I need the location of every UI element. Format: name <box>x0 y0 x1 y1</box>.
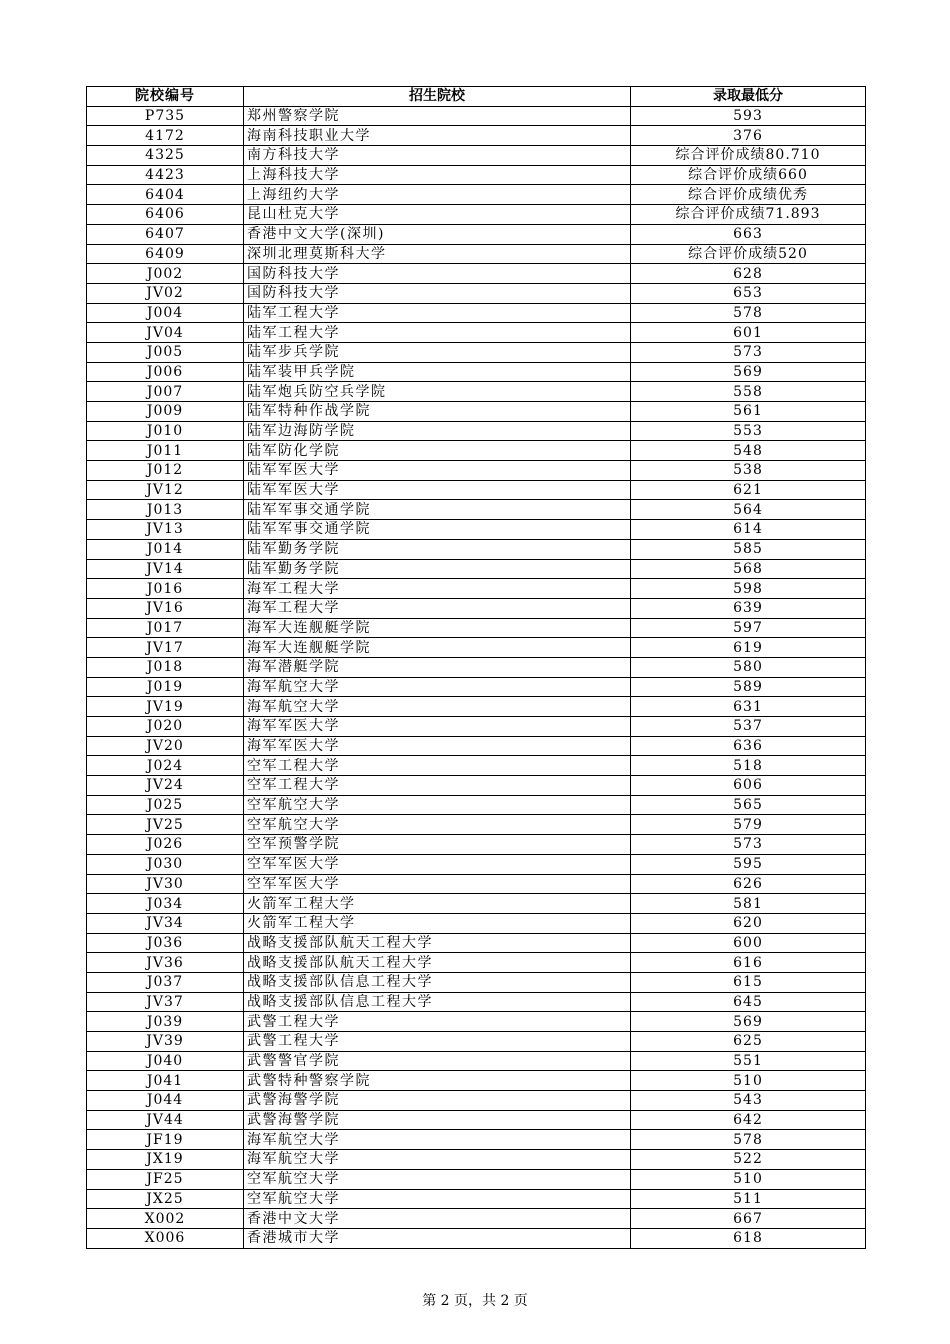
school-code-cell: J044 <box>87 1091 244 1111</box>
min-score-cell: 573 <box>631 835 866 855</box>
table-row <box>87 953 866 973</box>
school-name-cell: 陆军装甲兵学院 <box>244 362 631 382</box>
min-score-cell: 510 <box>631 1071 866 1091</box>
school-name-cell: 香港城市大学 <box>244 1228 631 1248</box>
school-name-cell: 海军大连舰艇学院 <box>244 638 631 658</box>
school-name-cell: 战略支援部队航天工程大学 <box>244 933 631 953</box>
school-name-cell: 战略支援部队信息工程大学 <box>244 992 631 1012</box>
table-row <box>87 894 866 914</box>
table-row <box>87 264 866 284</box>
school-name-cell: 陆军军事交通学院 <box>244 500 631 520</box>
school-name-cell: 武警工程大学 <box>244 1012 631 1032</box>
table-row <box>87 1150 866 1170</box>
school-code-cell: X002 <box>87 1209 244 1229</box>
school-code-cell: J019 <box>87 677 244 697</box>
table-row <box>87 913 866 933</box>
min-score-cell: 538 <box>631 461 866 481</box>
min-score-cell: 522 <box>631 1150 866 1170</box>
table-row <box>87 835 866 855</box>
school-code-cell: JF19 <box>87 1130 244 1150</box>
min-score-cell: 569 <box>631 1012 866 1032</box>
school-name-cell: 陆军军事交通学院 <box>244 520 631 540</box>
min-score-cell: 616 <box>631 953 866 973</box>
school-name-cell: 国防科技大学 <box>244 283 631 303</box>
table-row <box>87 402 866 422</box>
header-school-name: 招生院校 <box>244 87 631 107</box>
min-score-cell: 568 <box>631 559 866 579</box>
school-name-cell: 海军工程大学 <box>244 598 631 618</box>
school-name-cell: 空军工程大学 <box>244 776 631 796</box>
school-code-cell: J034 <box>87 894 244 914</box>
min-score-cell: 642 <box>631 1110 866 1130</box>
school-name-cell: 武警工程大学 <box>244 1032 631 1052</box>
school-name-cell: 海军军医大学 <box>244 736 631 756</box>
school-code-cell: J002 <box>87 264 244 284</box>
min-score-cell: 565 <box>631 795 866 815</box>
table-row <box>87 854 866 874</box>
min-score-cell: 综合评价成绩71.893 <box>631 205 866 225</box>
school-code-cell: JX19 <box>87 1150 244 1170</box>
min-score-cell: 537 <box>631 717 866 737</box>
table-row <box>87 520 866 540</box>
table-row <box>87 1110 866 1130</box>
table-row <box>87 362 866 382</box>
min-score-cell: 619 <box>631 638 866 658</box>
min-score-cell: 548 <box>631 441 866 461</box>
school-name-cell: 空军军医大学 <box>244 854 631 874</box>
table-row <box>87 776 866 796</box>
school-name-cell: 海军军医大学 <box>244 717 631 737</box>
school-code-cell: JV13 <box>87 520 244 540</box>
table-row <box>87 1012 866 1032</box>
school-code-cell: JV17 <box>87 638 244 658</box>
school-code-cell: J005 <box>87 342 244 362</box>
school-code-cell: J037 <box>87 972 244 992</box>
table-row <box>87 717 866 737</box>
min-score-cell: 601 <box>631 323 866 343</box>
school-code-cell: JV37 <box>87 992 244 1012</box>
school-name-cell: 昆山杜克大学 <box>244 205 631 225</box>
table-row <box>87 480 866 500</box>
table-row <box>87 1189 866 1209</box>
school-code-cell: JV34 <box>87 913 244 933</box>
header-school-code: 院校编号 <box>87 87 244 107</box>
table-row <box>87 992 866 1012</box>
school-name-cell: 火箭军工程大学 <box>244 913 631 933</box>
table-row <box>87 657 866 677</box>
min-score-cell: 645 <box>631 992 866 1012</box>
min-score-cell: 631 <box>631 697 866 717</box>
school-code-cell: J006 <box>87 362 244 382</box>
table-row <box>87 185 866 205</box>
table-row <box>87 500 866 520</box>
min-score-cell: 551 <box>631 1051 866 1071</box>
school-code-cell: JV19 <box>87 697 244 717</box>
table-row <box>87 441 866 461</box>
school-code-cell: 6407 <box>87 224 244 244</box>
table-header-row <box>87 87 866 107</box>
min-score-cell: 综合评价成绩520 <box>631 244 866 264</box>
table-row <box>87 1032 866 1052</box>
min-score-cell: 561 <box>631 402 866 422</box>
school-name-cell: 国防科技大学 <box>244 264 631 284</box>
min-score-cell: 376 <box>631 126 866 146</box>
min-score-cell: 615 <box>631 972 866 992</box>
min-score-cell: 618 <box>631 1228 866 1248</box>
table-body <box>87 106 866 1248</box>
school-code-cell: JV02 <box>87 283 244 303</box>
school-code-cell: J011 <box>87 441 244 461</box>
school-name-cell: 上海纽约大学 <box>244 185 631 205</box>
table-row <box>87 638 866 658</box>
table-row <box>87 1169 866 1189</box>
school-name-cell: 空军军医大学 <box>244 874 631 894</box>
min-score-cell: 553 <box>631 421 866 441</box>
school-code-cell: 6409 <box>87 244 244 264</box>
min-score-cell: 595 <box>631 854 866 874</box>
min-score-cell: 600 <box>631 933 866 953</box>
school-name-cell: 武警特种警察学院 <box>244 1071 631 1091</box>
table-row <box>87 224 866 244</box>
school-code-cell: J025 <box>87 795 244 815</box>
table-row <box>87 598 866 618</box>
school-code-cell: JV30 <box>87 874 244 894</box>
table-row <box>87 244 866 264</box>
table-row <box>87 618 866 638</box>
school-code-cell: J020 <box>87 717 244 737</box>
school-code-cell: JV39 <box>87 1032 244 1052</box>
school-name-cell: 火箭军工程大学 <box>244 894 631 914</box>
school-code-cell: J039 <box>87 1012 244 1032</box>
school-code-cell: J040 <box>87 1051 244 1071</box>
school-code-cell: J041 <box>87 1071 244 1091</box>
table-row <box>87 795 866 815</box>
min-score-cell: 569 <box>631 362 866 382</box>
min-score-cell: 614 <box>631 520 866 540</box>
school-code-cell: 4325 <box>87 146 244 166</box>
min-score-cell: 628 <box>631 264 866 284</box>
table-row <box>87 736 866 756</box>
school-code-cell: JV25 <box>87 815 244 835</box>
school-name-cell: 陆军工程大学 <box>244 303 631 323</box>
school-name-cell: 武警警官学院 <box>244 1051 631 1071</box>
min-score-cell: 综合评价成绩优秀 <box>631 185 866 205</box>
table-row <box>87 146 866 166</box>
school-code-cell: JF25 <box>87 1169 244 1189</box>
min-score-cell: 581 <box>631 894 866 914</box>
school-code-cell: J024 <box>87 756 244 776</box>
school-code-cell: JV24 <box>87 776 244 796</box>
school-name-cell: 陆军勤务学院 <box>244 559 631 579</box>
table-row <box>87 815 866 835</box>
school-code-cell: 4423 <box>87 165 244 185</box>
min-score-cell: 653 <box>631 283 866 303</box>
school-code-cell: J004 <box>87 303 244 323</box>
min-score-cell: 558 <box>631 382 866 402</box>
school-name-cell: 空军航空大学 <box>244 795 631 815</box>
min-score-cell: 510 <box>631 1169 866 1189</box>
school-name-cell: 陆军边海防学院 <box>244 421 631 441</box>
school-name-cell: 空军航空大学 <box>244 815 631 835</box>
min-score-cell: 578 <box>631 1130 866 1150</box>
table-row <box>87 1228 866 1248</box>
min-score-cell: 625 <box>631 1032 866 1052</box>
table-row <box>87 323 866 343</box>
school-name-cell: 陆军勤务学院 <box>244 539 631 559</box>
school-name-cell: 战略支援部队信息工程大学 <box>244 972 631 992</box>
school-name-cell: 海军航空大学 <box>244 1130 631 1150</box>
table-row <box>87 933 866 953</box>
school-name-cell: 陆军特种作战学院 <box>244 402 631 422</box>
table-row <box>87 972 866 992</box>
school-code-cell: 6406 <box>87 205 244 225</box>
min-score-cell: 620 <box>631 913 866 933</box>
admission-score-table <box>86 86 866 1249</box>
school-name-cell: 郑州警察学院 <box>244 106 631 126</box>
school-code-cell: X006 <box>87 1228 244 1248</box>
page-footer: 第 2 页，共 2 页 <box>422 1293 528 1309</box>
table-row <box>87 283 866 303</box>
table-row <box>87 756 866 776</box>
table-row <box>87 874 866 894</box>
school-code-cell: J013 <box>87 500 244 520</box>
school-name-cell: 海军航空大学 <box>244 1150 631 1170</box>
min-score-cell: 564 <box>631 500 866 520</box>
school-name-cell: 海南科技职业大学 <box>244 126 631 146</box>
school-name-cell: 空军航空大学 <box>244 1189 631 1209</box>
min-score-cell: 621 <box>631 480 866 500</box>
table-row <box>87 697 866 717</box>
school-name-cell: 空军工程大学 <box>244 756 631 776</box>
header-min-score: 录取最低分 <box>631 87 866 107</box>
school-name-cell: 武警海警学院 <box>244 1091 631 1111</box>
min-score-cell: 511 <box>631 1189 866 1209</box>
school-code-cell: J036 <box>87 933 244 953</box>
min-score-cell: 639 <box>631 598 866 618</box>
table-row <box>87 539 866 559</box>
school-code-cell: 6404 <box>87 185 244 205</box>
min-score-cell: 综合评价成绩660 <box>631 165 866 185</box>
school-code-cell: J007 <box>87 382 244 402</box>
school-name-cell: 海军航空大学 <box>244 677 631 697</box>
school-name-cell: 深圳北理莫斯科大学 <box>244 244 631 264</box>
min-score-cell: 626 <box>631 874 866 894</box>
min-score-cell: 589 <box>631 677 866 697</box>
min-score-cell: 663 <box>631 224 866 244</box>
school-code-cell: J016 <box>87 579 244 599</box>
table-row <box>87 106 866 126</box>
min-score-cell: 593 <box>631 106 866 126</box>
school-name-cell: 陆军工程大学 <box>244 323 631 343</box>
table-row <box>87 1071 866 1091</box>
school-name-cell: 香港中文大学 <box>244 1209 631 1229</box>
school-code-cell: J017 <box>87 618 244 638</box>
table-row <box>87 126 866 146</box>
min-score-cell: 606 <box>631 776 866 796</box>
min-score-cell: 578 <box>631 303 866 323</box>
school-code-cell: J014 <box>87 539 244 559</box>
min-score-cell: 573 <box>631 342 866 362</box>
school-name-cell: 陆军防化学院 <box>244 441 631 461</box>
school-name-cell: 陆军军医大学 <box>244 480 631 500</box>
school-name-cell: 海军潜艇学院 <box>244 657 631 677</box>
table-row <box>87 165 866 185</box>
school-name-cell: 空军预警学院 <box>244 835 631 855</box>
school-code-cell: JX25 <box>87 1189 244 1209</box>
table-row <box>87 1130 866 1150</box>
school-name-cell: 海军航空大学 <box>244 697 631 717</box>
school-code-cell: JV12 <box>87 480 244 500</box>
table-row <box>87 421 866 441</box>
table-row <box>87 579 866 599</box>
school-name-cell: 空军航空大学 <box>244 1169 631 1189</box>
min-score-cell: 579 <box>631 815 866 835</box>
min-score-cell: 585 <box>631 539 866 559</box>
school-code-cell: JV04 <box>87 323 244 343</box>
school-code-cell: J030 <box>87 854 244 874</box>
table-row <box>87 677 866 697</box>
school-name-cell: 海军大连舰艇学院 <box>244 618 631 638</box>
school-code-cell: JV36 <box>87 953 244 973</box>
min-score-cell: 636 <box>631 736 866 756</box>
min-score-cell: 667 <box>631 1209 866 1229</box>
school-code-cell: J026 <box>87 835 244 855</box>
min-score-cell: 543 <box>631 1091 866 1111</box>
table-row <box>87 461 866 481</box>
table-row <box>87 382 866 402</box>
school-code-cell: JV16 <box>87 598 244 618</box>
table-row <box>87 1209 866 1229</box>
school-code-cell: P735 <box>87 106 244 126</box>
table-row <box>87 559 866 579</box>
school-code-cell: J009 <box>87 402 244 422</box>
min-score-cell: 598 <box>631 579 866 599</box>
table-row <box>87 342 866 362</box>
school-name-cell: 武警海警学院 <box>244 1110 631 1130</box>
school-code-cell: JV14 <box>87 559 244 579</box>
school-name-cell: 香港中文大学(深圳) <box>244 224 631 244</box>
school-name-cell: 上海科技大学 <box>244 165 631 185</box>
school-name-cell: 南方科技大学 <box>244 146 631 166</box>
school-name-cell: 海军工程大学 <box>244 579 631 599</box>
school-code-cell: 4172 <box>87 126 244 146</box>
school-name-cell: 战略支援部队航天工程大学 <box>244 953 631 973</box>
school-name-cell: 陆军步兵学院 <box>244 342 631 362</box>
min-score-cell: 综合评价成绩80.710 <box>631 146 866 166</box>
table-row <box>87 1051 866 1071</box>
school-code-cell: J012 <box>87 461 244 481</box>
school-code-cell: JV20 <box>87 736 244 756</box>
table-row <box>87 303 866 323</box>
school-code-cell: J018 <box>87 657 244 677</box>
table-row <box>87 205 866 225</box>
school-code-cell: JV44 <box>87 1110 244 1130</box>
min-score-cell: 597 <box>631 618 866 638</box>
min-score-cell: 580 <box>631 657 866 677</box>
table-row <box>87 1091 866 1111</box>
school-name-cell: 陆军军医大学 <box>244 461 631 481</box>
school-name-cell: 陆军炮兵防空兵学院 <box>244 382 631 402</box>
min-score-cell: 518 <box>631 756 866 776</box>
school-code-cell: J010 <box>87 421 244 441</box>
